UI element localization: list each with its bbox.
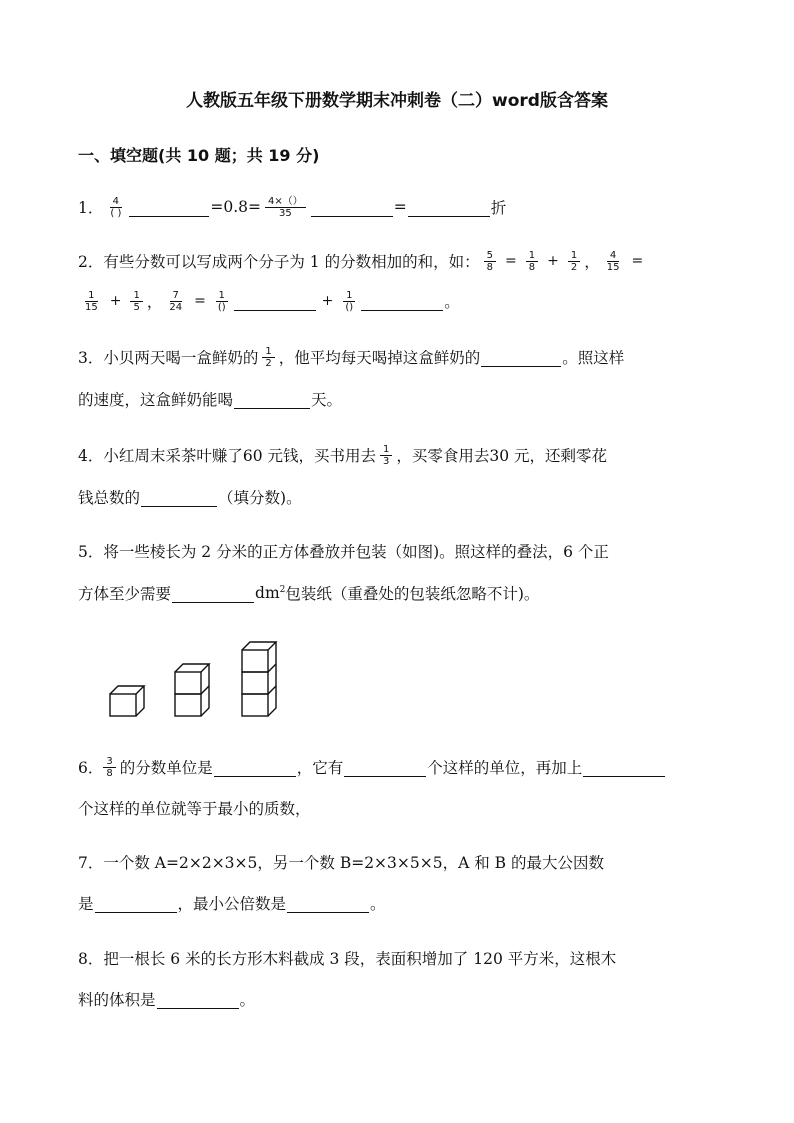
cube-stack-2	[175, 664, 209, 716]
question-8-line-1	[78, 943, 616, 973]
question-5-line-2	[78, 578, 539, 608]
q4-text-3: 钱总数的	[78, 489, 141, 507]
q4-text-2: ，买零食用去30 元，还剩零花	[396, 447, 608, 465]
q1-tail: 折	[490, 199, 507, 217]
q7-text-1: 一个数 A=2×2×3×5，另一个数 B=2×3×5×5，A 和 B 的最大公因数	[103, 854, 604, 872]
q3-text-5: 天。	[311, 391, 343, 409]
question-7-line-1	[78, 847, 604, 877]
question-5-line-1	[78, 536, 609, 566]
q2-sep: ，	[584, 253, 600, 271]
page-title: 人教版五年级下册数学期末冲刺卷（二）word版含答案	[186, 91, 608, 111]
q3-number: 3．	[78, 349, 104, 367]
q6-text-3: 个这样的单位，再加上	[427, 759, 583, 777]
q8-text-1: 把一根长 6 米的长方形木料截成 3 段，表面积增加了 120 平方米，这根木	[103, 950, 617, 968]
q2-ex2-eq: =	[631, 253, 644, 269]
q2-ex2-lhs: $\frac{4}{15}$	[606, 249, 620, 273]
q2-question-a: $\frac{1}{()}$	[215, 290, 229, 313]
q6-text-1: 的分数单位是	[119, 759, 213, 777]
q2-ex1-b: $\frac{1}{8}$	[526, 250, 538, 273]
q5-blank[interactable]	[172, 584, 254, 603]
q7-text-2: 是	[78, 895, 94, 913]
question-8-line-2	[78, 984, 255, 1014]
q6-blank-3[interactable]	[583, 758, 665, 777]
q2-sep2: ，	[146, 293, 163, 311]
q5-text-2: 方体至少需要	[78, 585, 172, 603]
q2-ex1-c: $\frac{1}{2}$	[568, 250, 580, 273]
question-7-line-2	[78, 888, 386, 918]
q2-question-b: $\frac{1}{()}$	[342, 290, 356, 313]
q7-blank-1[interactable]	[95, 894, 177, 913]
q4-fraction: $\frac{1}{3}$	[380, 444, 392, 467]
q7-text-4: 。	[370, 895, 386, 913]
question-4-line-1	[78, 440, 607, 470]
question-2-line-2	[78, 286, 460, 316]
q8-number: 8．	[78, 950, 104, 968]
q2-ex1-a: $\frac{5}{8}$	[484, 250, 496, 273]
question-4-line-2	[78, 482, 302, 512]
q7-text-3: ，最小公倍数是	[177, 895, 287, 913]
q3-blank-2[interactable]	[234, 390, 310, 409]
q7-number: 7．	[78, 854, 104, 872]
cube-stack-1	[110, 686, 144, 716]
q1-blank-2[interactable]	[311, 198, 393, 217]
q1-equation-mid: =0.8=	[210, 198, 261, 216]
q2-number: 2．	[78, 253, 104, 271]
q8-blank[interactable]	[157, 990, 239, 1009]
q8-text-3: 。	[239, 991, 256, 1009]
q2-question-eq: =	[194, 293, 206, 309]
question-6-line-2	[78, 793, 311, 823]
q3-blank-1[interactable]	[481, 348, 561, 367]
q2-end: 。	[444, 293, 460, 311]
q5-text-1: 将一些棱长为 2 分米的正方体叠放并包装（如图)。照这样的叠法，6 个正	[103, 543, 609, 561]
q2-text: 有些分数可以写成两个分子为 1 的分数相加的和，如：	[103, 253, 480, 271]
q4-blank[interactable]	[141, 488, 217, 507]
q2-blank-1[interactable]	[234, 292, 316, 311]
q1-equals: =	[393, 198, 407, 216]
question-1	[78, 192, 506, 222]
q1-fraction-2: $\frac{4\times()}{35}$	[265, 196, 306, 219]
q6-blank-2[interactable]	[344, 758, 426, 777]
question-6-line-1	[78, 752, 666, 782]
stacked-cubes-figure	[108, 640, 288, 722]
q1-blank-3[interactable]	[408, 198, 490, 217]
section-heading: 一、填空题(共 10 题；共 19 分)	[78, 146, 320, 165]
q4-text-4: （填分数)。	[218, 489, 302, 507]
q3-text-1: 小贝两天喝一盒鲜奶的	[103, 349, 259, 367]
q6-blank-1[interactable]	[214, 758, 296, 777]
q2-blank-2[interactable]	[361, 292, 443, 311]
cube-stack-3	[242, 642, 276, 716]
q3-fraction: $\frac{1}{2}$	[262, 346, 274, 369]
q6-text-2: ，它有	[296, 759, 344, 777]
q2-ex1-eq: =	[504, 253, 517, 269]
q3-text-3: 。照这样	[562, 349, 625, 367]
q1-blank-1[interactable]	[129, 198, 209, 217]
question-2-line-1	[78, 246, 648, 276]
q5-number: 5．	[78, 543, 104, 561]
q2-ex2-c: $\frac{1}{5}$	[130, 290, 142, 313]
q4-number: 4．	[78, 447, 104, 465]
question-3-line-2	[78, 384, 342, 414]
q1-number: 1．	[78, 199, 104, 217]
q1-fraction-1: $\frac{4}{( )}$	[110, 195, 122, 219]
q3-text-4: 的速度，这盒鲜奶能喝	[78, 391, 234, 409]
q2-ex2-plus: +	[109, 293, 122, 309]
q5-text-3: 包装纸（重叠处的包装纸忽略不计)。	[285, 585, 540, 603]
q7-blank-2[interactable]	[287, 894, 369, 913]
q6-fraction: $\frac{3}{8}$	[103, 756, 115, 779]
q2-question-plus: +	[321, 293, 334, 309]
question-3-line-1	[78, 342, 624, 372]
q6-number: 6．	[78, 759, 104, 777]
q5-unit: $dm^2$	[255, 584, 286, 602]
q8-text-2: 料的体积是	[78, 991, 156, 1009]
q6-text-4: 个这样的单位就等于最小的质数，	[78, 800, 311, 818]
q2-ex1-plus: +	[547, 253, 559, 269]
q2-ex2-b: $\frac{1}{15}$	[85, 289, 98, 313]
q3-text-2: ，他平均每天喝掉这盒鲜奶的	[278, 349, 481, 367]
q4-text-1: 小红周末采茶叶赚了60 元钱，买书用去	[103, 447, 377, 465]
q2-question-lhs: $\frac{7}{24}$	[169, 289, 183, 313]
